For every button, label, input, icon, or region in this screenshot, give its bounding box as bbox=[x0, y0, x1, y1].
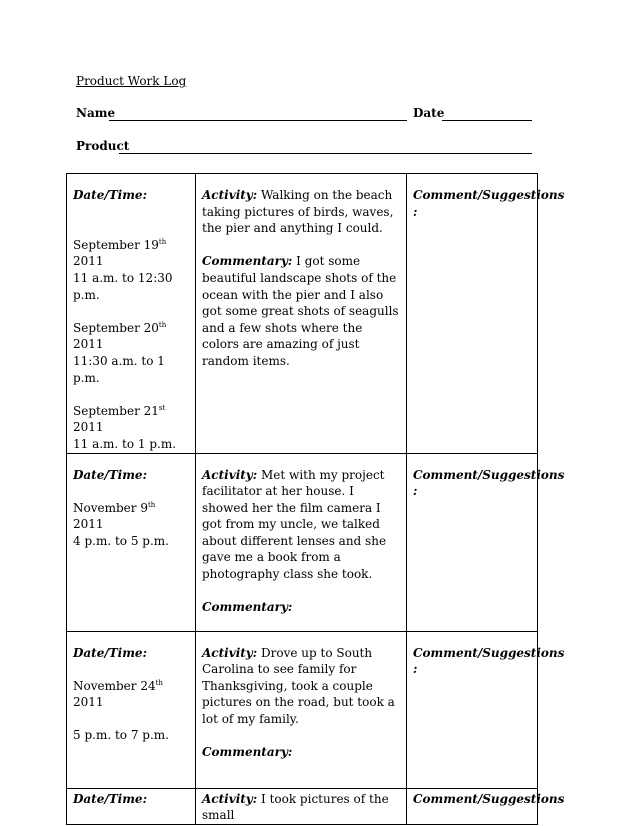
date-time-cell bbox=[67, 453, 196, 631]
comment-cell bbox=[407, 174, 565, 454]
activity-text: Activity: I took pictures of the small bbox=[202, 791, 389, 823]
comment-cell bbox=[407, 453, 565, 631]
name-field-line[interactable] bbox=[109, 120, 407, 121]
commentary-text: Commentary: bbox=[202, 745, 293, 760]
activity-text: Activity: Drove up to South Carolina to see family for Thanksgiving, took a couple pictures on the road, but took a lot of my family. bbox=[202, 645, 395, 726]
time-entry: 11 a.m. to 12:30 p.m. bbox=[73, 270, 173, 302]
activity-cell bbox=[196, 788, 407, 824]
commentary-text: Commentary: I got some beautiful landscape shots of the ocean with the pier and I also got some great shots of seagulls and a few shots where the colors are amazing of just random items. bbox=[202, 254, 399, 368]
comment-suggestions-label: Comment/Suggestions : bbox=[413, 645, 565, 677]
product-field-line[interactable] bbox=[119, 153, 532, 154]
table-row bbox=[67, 453, 538, 631]
date-time-cell bbox=[67, 788, 196, 824]
document-title: Product Work Log bbox=[76, 74, 187, 88]
table-row bbox=[67, 174, 538, 454]
product-label: Product bbox=[76, 139, 130, 153]
name-label: Name bbox=[76, 106, 116, 120]
date-time-label: Date/Time: bbox=[73, 645, 147, 660]
work-log-table bbox=[66, 173, 565, 825]
table-row bbox=[67, 788, 538, 824]
date-label: Date bbox=[413, 106, 445, 120]
activity-cell bbox=[196, 174, 407, 454]
date-entry: September 21st 2011 bbox=[73, 403, 166, 435]
date-entry: November 24th 2011 bbox=[73, 678, 163, 710]
time-entry: 11:30 a.m. to 1 p.m. bbox=[73, 353, 165, 385]
time-entry: 5 p.m. to 7 p.m. bbox=[73, 728, 169, 743]
date-time-label: Date/Time: bbox=[73, 791, 147, 806]
date-entry: September 20th 2011 bbox=[73, 320, 167, 352]
date-entry: November 9th 2011 bbox=[73, 500, 156, 532]
activity-cell bbox=[196, 453, 407, 631]
commentary-text: Commentary: bbox=[202, 600, 293, 615]
activity-text: Activity: Walking on the beach taking pictures of birds, waves, the pier and anything I could. bbox=[202, 188, 394, 236]
comment-suggestions-label: Comment/Suggestions bbox=[413, 791, 565, 806]
table-row bbox=[67, 631, 538, 788]
date-time-label: Date/Time: bbox=[73, 188, 147, 202]
date-time-label: Date/Time: bbox=[73, 467, 147, 482]
comment-suggestions-label: Comment/Suggestions : bbox=[413, 467, 565, 499]
date-field-line[interactable] bbox=[442, 120, 532, 121]
date-time-cell bbox=[67, 174, 196, 454]
activity-text: Activity: Met with my project facilitator at her house. I showed her the film camera I got from my uncle, we talked about different lenses and she gave me a book from a photography class she took. bbox=[202, 467, 387, 582]
date-time-cell bbox=[67, 631, 196, 788]
activity-cell bbox=[196, 631, 407, 788]
comment-cell bbox=[407, 788, 565, 824]
date-entry: September 19th 2011 bbox=[73, 237, 167, 269]
time-entry: 11 a.m. to 1 p.m. bbox=[73, 436, 177, 451]
comment-cell bbox=[407, 631, 565, 788]
comment-suggestions-label: Comment/Suggestions : bbox=[413, 188, 565, 219]
time-entry: 4 p.m. to 5 p.m. bbox=[73, 533, 169, 548]
